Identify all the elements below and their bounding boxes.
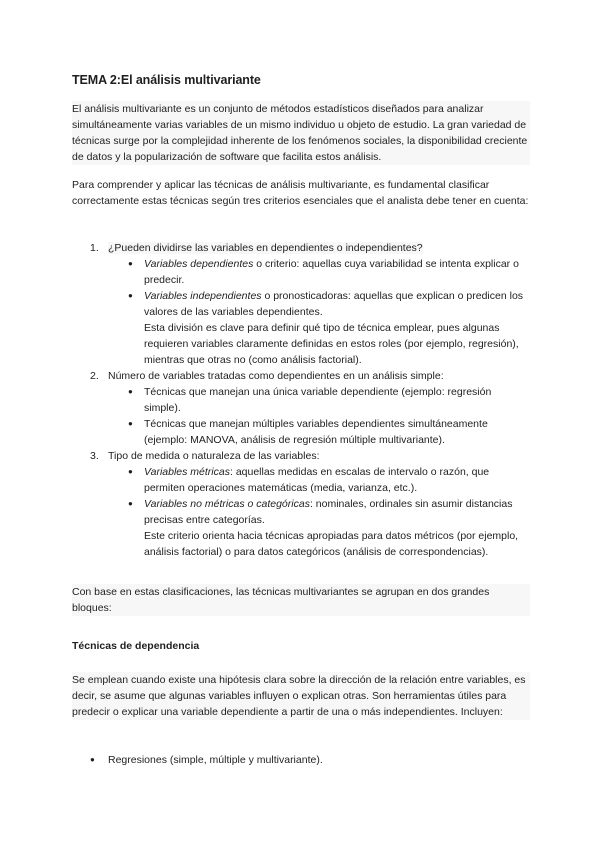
list-item	[72, 288, 530, 320]
bullet-icon: ●	[128, 419, 133, 428]
list-item	[72, 752, 530, 768]
definition: Técnicas que manejan una única variable dependiente (ejemplo: regresión simple).	[144, 386, 492, 414]
term: Variables no métricas o categóricas	[144, 498, 310, 510]
term: Variables independientes	[144, 290, 262, 302]
criteria-item-1	[72, 240, 530, 256]
criteria-item-2	[72, 368, 530, 384]
intro-paragraph: El análisis multivariante es un conjunto de métodos estadísticos diseñados para analizar simultáneamente varias variables de un mismo individuo u objeto de estudio. La gran variedad de técnicas surge por la complejidad inherente de los fenómenos sociales, la disponibilidad creciente de datos y la popularización de software que facilita estos análisis.	[72, 101, 530, 165]
criteria-list	[72, 240, 530, 560]
list-item	[72, 464, 530, 496]
dependence-bullet-text: Regresiones (simple, múltiple y multivariante).	[108, 754, 323, 766]
bullet-icon: ●	[128, 259, 133, 268]
criteria-item-text: Tipo de medida o naturaleza de las variables:	[108, 450, 320, 462]
definition: : aquellas medidas en escalas de intervalo o razón, que permiten operaciones matemáticas (media, varianza, etc.).	[144, 466, 490, 494]
criteria-item-text: Número de variables tratadas como dependientes en un análisis simple:	[108, 370, 444, 382]
bullet-icon: ●	[128, 387, 133, 396]
page-title: TEMA 2:El análisis multivariante	[72, 73, 261, 87]
blocks-intro-paragraph: Con base en estas clasificaciones, las técnicas multivariantes se agrupan en dos grandes bloques:	[72, 584, 530, 616]
criteria-intro-paragraph: Para comprender y aplicar las técnicas de análisis multivariante, es fundamental clasificar correctamente estas técnicas según tres criterios esenciales que el analista debe tener en cuenta:	[72, 179, 529, 207]
criteria-note: Este criterio orienta hacia técnicas apropiadas para datos métricos (por ejemplo, análisis factorial) o para datos categóricos (análisis de correspondencias).	[144, 530, 519, 558]
list-number: 1.	[90, 242, 99, 254]
bullet-icon: ●	[128, 499, 133, 508]
list-item	[72, 416, 530, 448]
list-number: 2.	[90, 370, 99, 382]
definition: : nominales, ordinales sin asumir distancias precisas entre categorías.	[144, 498, 513, 526]
criteria-note: Esta división es clave para definir qué tipo de técnica emplear, pues algunas requieren variables claramente definidas en estos roles (por ejemplo, regresión), mientras que otras no (como análisis factorial).	[144, 322, 519, 366]
list-item	[72, 496, 530, 528]
list-item	[72, 256, 530, 288]
term: Variables dependientes	[144, 258, 254, 270]
dependence-paragraph: Se emplean cuando existe una hipótesis clara sobre la dirección de la relación entre variables, es decir, se asume que algunas variables influyen o explican otras. Son herramientas útiles para predecir o explicar una variable dependiente a partir de una o más independientes. Incluyen:	[72, 672, 530, 720]
definition: o criterio: aquellas cuya variabilidad se intenta explicar o predecir.	[144, 258, 519, 286]
bullet-icon: ●	[128, 467, 133, 476]
dependence-heading: Técnicas de dependencia	[72, 640, 200, 652]
list-number: 3.	[90, 450, 99, 462]
bullet-icon: ●	[128, 291, 133, 300]
bullet-icon: ●	[90, 755, 95, 764]
definition: Técnicas que manejan múltiples variables dependientes simultáneamente (ejemplo: MANOVA, análisis de regresión múltiple multivariante).	[144, 418, 488, 446]
criteria-item-text: ¿Pueden dividirse las variables en dependientes o independientes?	[108, 242, 423, 254]
criteria-item-3	[72, 448, 530, 464]
term: Variables métricas	[144, 466, 230, 478]
list-item	[72, 384, 530, 416]
definition: o pronosticadoras: aquellas que explican o predicen los valores de las variables dependientes.	[144, 290, 524, 318]
